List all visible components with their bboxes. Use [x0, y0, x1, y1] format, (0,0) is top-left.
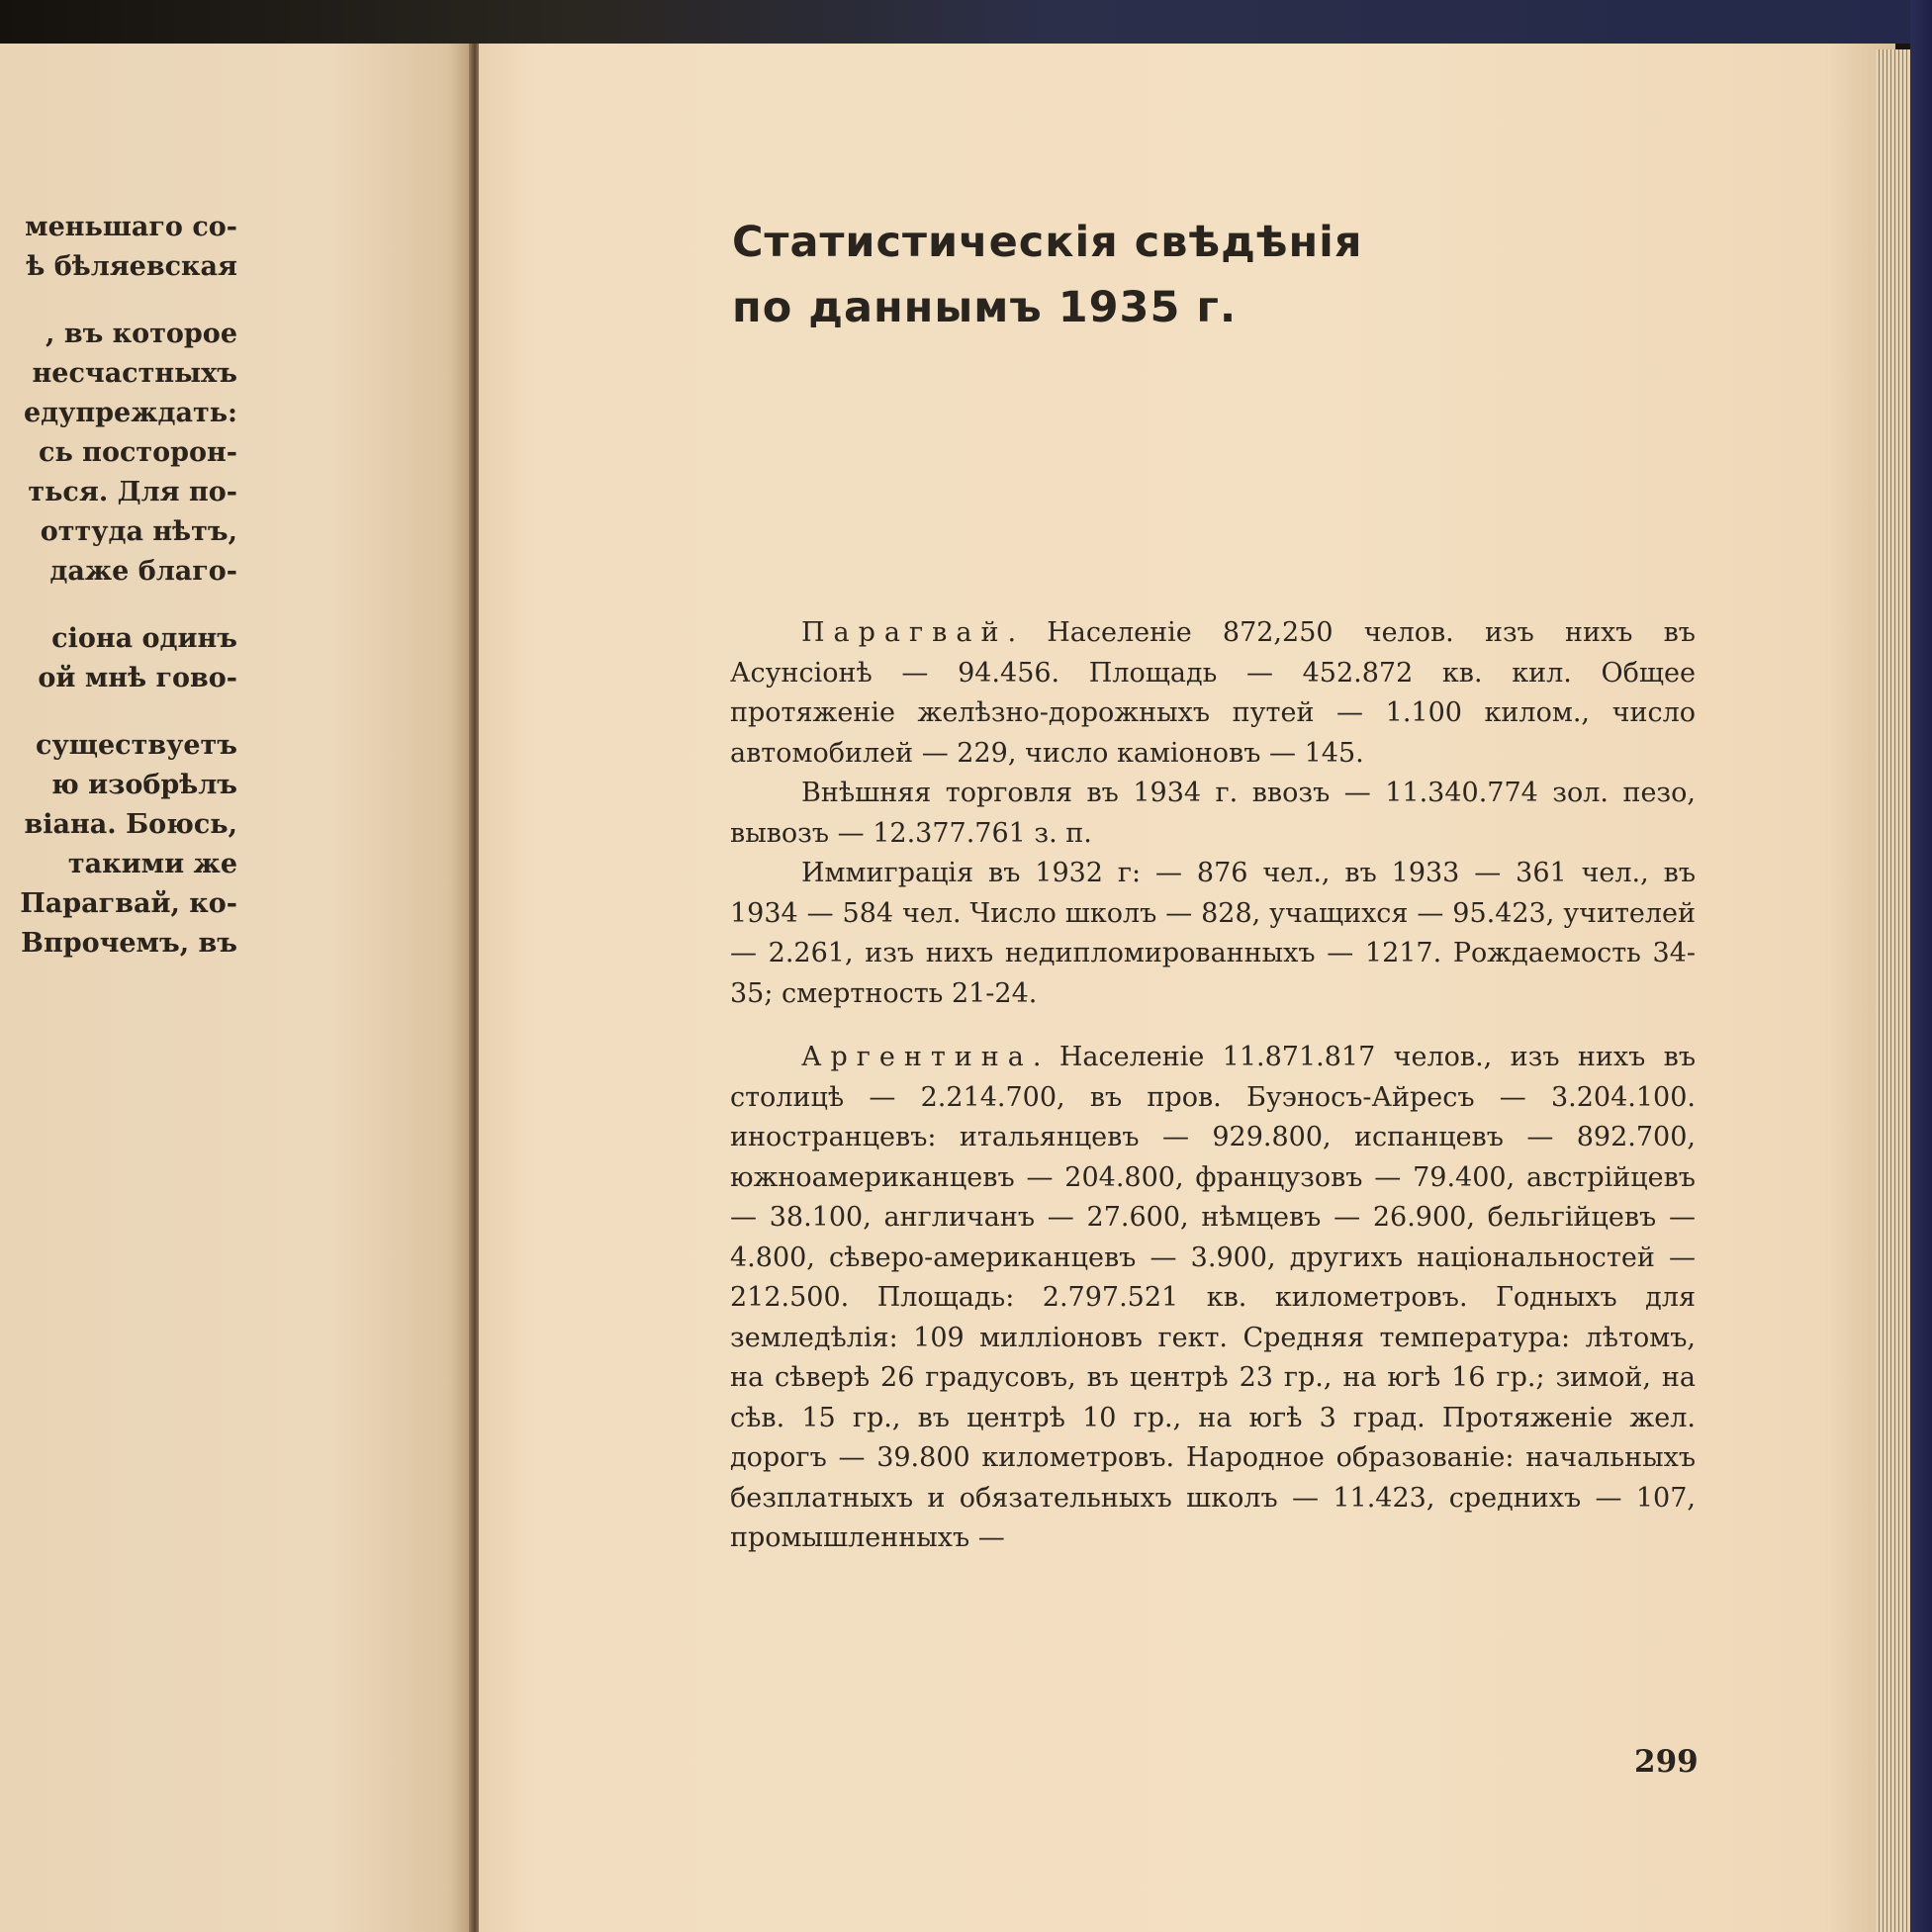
argentina-text: . Населенiе 11.871.817 челов., изъ нихъ въ столицѣ — 2.214.700, въ пров. Буэносъ-Айресъ — 3.204.100. иностранцевъ: итальянцевъ — 929.800, испанцевъ — 892.700, южноамериканцевъ — 204.800, французовъ — 79.400, австрiйцевъ — 38.100, англичанъ — 27.600, нѣмцевъ — 26.900, бельгiйцевъ — 4.800, сѣверо-американцевъ — 3.900, другихъ нацiональностей — 212.500. Площадь: 2.797.521 кв. километровъ. Годныхъ для земледѣлiя: 109 миллiоновъ гект. Средняя температура: лѣтомъ, на сѣверѣ 26 градусовъ, въ центрѣ 23 гр., на югѣ 16 гр.; зимой, на сѣв. 15 гр., въ центрѣ 10 гр., на югѣ 3 град. Протяженiе жел. дорогъ — 39.800 километровъ. Народное образованiе: начальныхъ безплатныхъ и обязательныхъ школъ — 11.423, среднихъ — 107, промышленныхъ — [730, 1042, 1696, 1553]
paragraph-gap [0, 592, 237, 619]
article-body [730, 613, 1696, 1583]
book-cover-top-edge [0, 0, 1932, 44]
left-line: ѣ бѣляевская [26, 251, 237, 282]
left-line: несчастныхъ [32, 358, 237, 389]
book-cover-right-edge [1910, 0, 1932, 1932]
left-line: оттуда нѣтъ, [40, 516, 237, 547]
left-line: даже благо- [49, 556, 237, 587]
paraguay-paragraph [730, 613, 1696, 774]
paraguay-trade-paragraph: Внѣшняя торговля въ 1934 г. ввозъ — 11.340.774 зол. пезо, вывозъ — 12.377.761 з. п. [730, 778, 1696, 849]
left-line: такими же [67, 849, 237, 879]
page-number: 299 [1634, 1744, 1699, 1780]
left-line: ться. Для по- [28, 477, 237, 507]
left-page-text [0, 208, 237, 964]
left-line: сь посторон- [39, 437, 237, 468]
left-line: ой мнѣ гово- [38, 663, 237, 693]
title-line-1: Статистическiя свѣдѣнiя [732, 218, 1363, 267]
country-name-paraguay: Парагвай [801, 617, 1008, 648]
left-line: меньшаго со- [25, 212, 237, 242]
paraguay-immigration-paragraph: Иммиграцiя въ 1932 г: — 876 чел., въ 1933 — 361 чел., въ 1934 — 584 чел. Число школъ — 828, учащихся — 95.423, учителей — 2.261, изъ нихъ недипломированныхъ — 1217. Рождаемость 34-35; смертность 21-24. [730, 858, 1696, 1009]
paragraph-gap [0, 698, 237, 726]
left-line: ю изобрѣлъ [51, 770, 237, 800]
argentina-paragraph [730, 1038, 1696, 1559]
left-line: Парагвай, ко- [20, 888, 237, 919]
paragraph-gap [0, 287, 237, 315]
paraguay-text: . Населенiе 872,250 челов. изъ нихъ въ Асунсiонѣ — 94.456. Площадь — 452.872 кв. кил. Общее протяженiе желѣзно-дорожныхъ путей — 1.100 килом., число автомобилей — 229, число камiоновъ — 145. [730, 617, 1696, 769]
left-line: , въ которое [46, 319, 237, 349]
page-block-edges [1876, 49, 1911, 1932]
left-line: вiана. Боюсь, [24, 809, 237, 840]
left-line: существуетъ [36, 730, 237, 761]
left-line: Впрочемъ, въ [21, 928, 237, 959]
country-name-argentina: Аргентина [801, 1042, 1033, 1072]
page-title [732, 210, 1543, 340]
left-line: сiона одинъ [51, 623, 237, 654]
title-line-2: по даннымъ 1935 г. [732, 283, 1238, 332]
left-line: едупреждать: [23, 398, 237, 428]
